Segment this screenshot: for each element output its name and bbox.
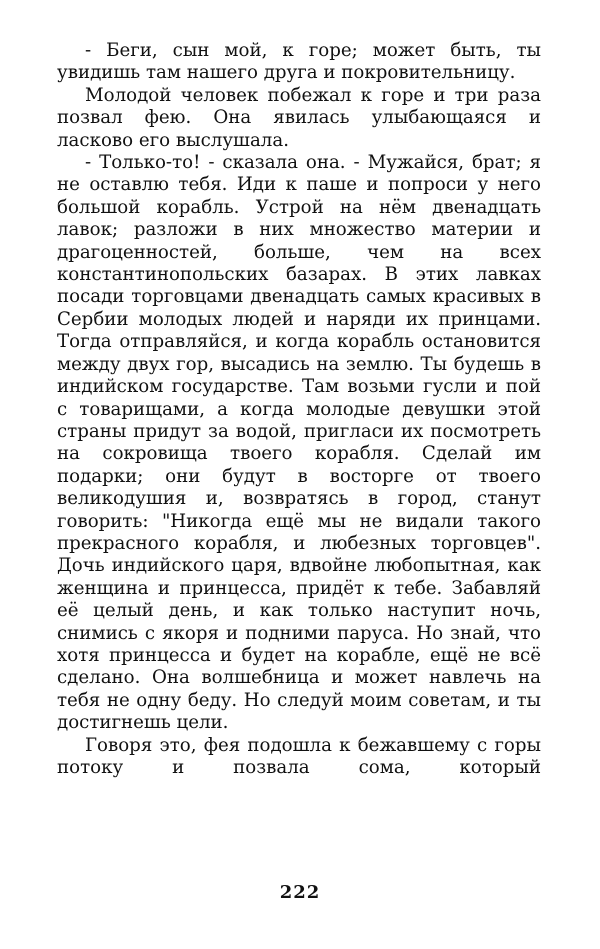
paragraph-4: Говоря это, фея подошла к бежавшему с горы потоку и позвала сома, который	[57, 734, 541, 778]
paragraph-1: - Беги, сын мой, к горе; может быть, ты увидишь там нашего друга и покровительницу.	[57, 40, 541, 84]
paragraph-2: Молодой человек побежал к горе и три раза позвал фею. Она явилась улыбающаяся и ласково его выслушала.	[57, 84, 541, 151]
paragraph-3: - Только-то! - сказала она. - Мужайся, брат; я не оставлю тебя. Иди к паше и попроси у него большой корабль. Устрой на нём двенадцать лавок; разложи в них множество материи и драгоценностей, больше, чем на всех константинопольских базарах. В этих лавках посади торговцами двенадцать самых красивых в Сербии молодых людей и наряди их принцами. Тогда отправляйся, и когда корабль остановится между двух гор, высадись на землю. Ты будешь в индийском государстве. Там возьми гусли и пой с товарищами, а когда молодые девушки этой страны придут за водой, пригласи их посмотреть на сокровища твоего корабля. Сделай им подарки; они будут в восторге от твоего великодушия и, возвратясь в город, станут говорить: "Никогда ещё мы не видали такого прекрасного корабля, и любезных торговцев". Дочь индийского царя, вдвойне любопытная, как женщина и принцесса, придёт к тебе. Забавляй её целый день, и как только наступит ночь, снимись с якоря и подними паруса. Но знай, что хотя принцесса и будет на корабле, ещё не всё сделано. Она волшебница и может навлечь на тебя не одну беду. Но следуй моим советам, и ты достигнешь цели.	[57, 152, 541, 734]
page-number: 222	[279, 882, 321, 903]
page-text	[57, 40, 541, 779]
